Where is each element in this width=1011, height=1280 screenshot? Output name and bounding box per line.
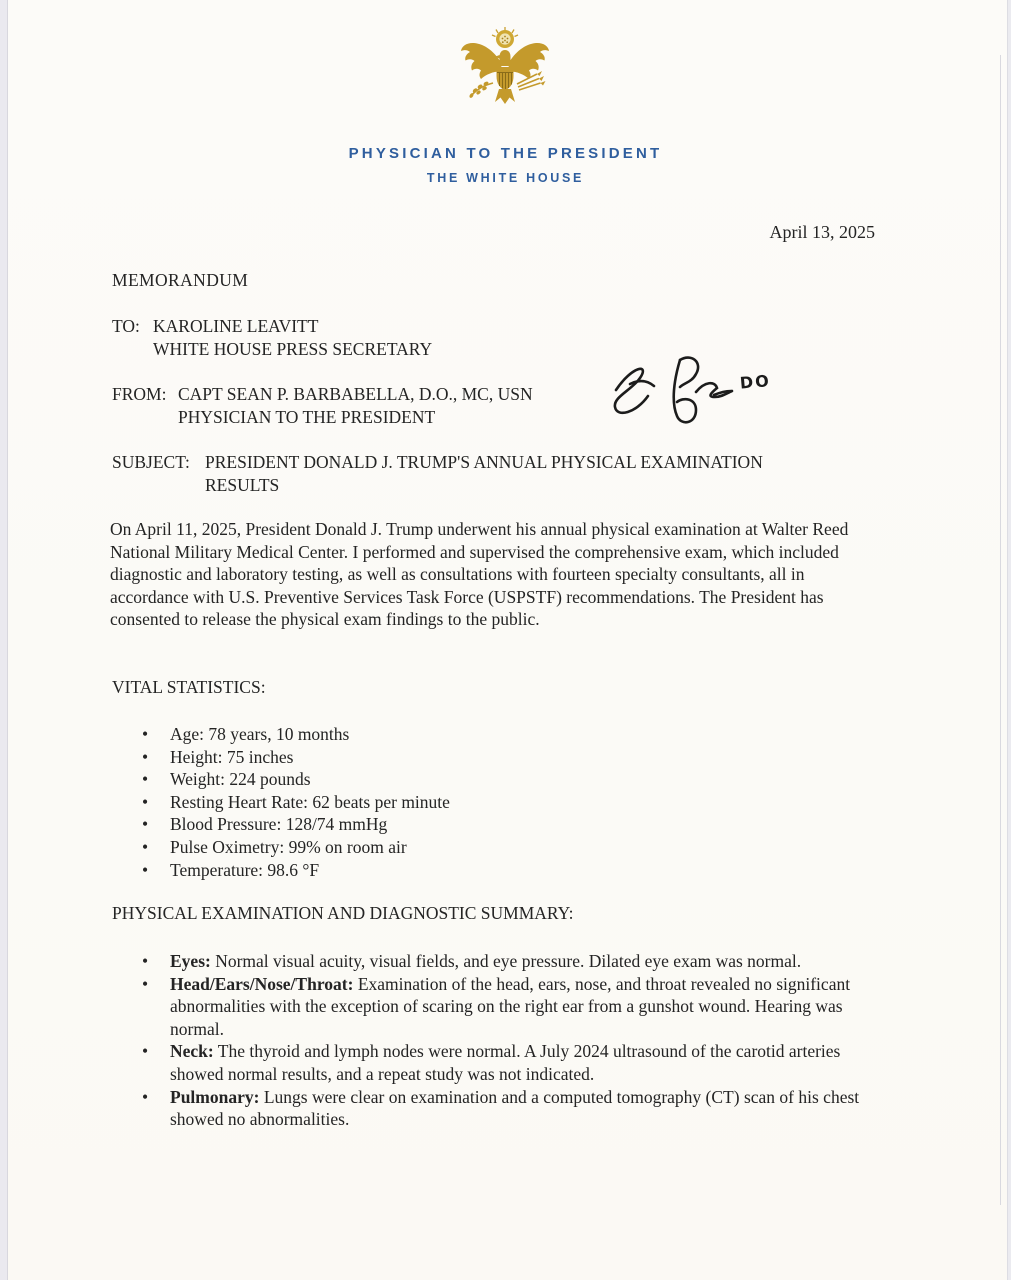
bullet-icon: • <box>142 769 149 790</box>
bullet-icon: • <box>142 859 149 880</box>
from-label: FROM: <box>112 384 167 404</box>
bullet-icon: • <box>142 836 149 857</box>
bullet-icon: • <box>142 746 149 767</box>
vital-item-blood-pressure: • Blood Pressure: 128/74 mmHg <box>142 814 388 835</box>
page-left-edge <box>0 0 8 1280</box>
page-right-edge <box>1007 0 1011 1280</box>
subject-line2: RESULTS <box>205 474 280 495</box>
signature <box>588 346 798 434</box>
exam-item-neck: • Neck: The thyroid and lymph nodes were normal. A July 2024 ultrasound of the carotid arteries showed normal results, and a repeat study was not indicated. <box>142 1041 841 1084</box>
to-block <box>112 315 432 360</box>
bullet-icon: • <box>142 814 149 835</box>
bullet-icon: • <box>142 973 149 994</box>
vital-statistics-heading: VITAL STATISTICS: <box>112 677 266 697</box>
letterhead-title: PHYSICIAN TO THE PRESIDENT <box>348 145 663 162</box>
letterhead-subtitle: THE WHITE HOUSE <box>426 171 585 185</box>
intro-paragraph: On April 11, 2025, President Donald J. Trump underwent his annual physical examination at Walter Reed National Military Medical Center. I performed and supervised the comprehensive exam, which included diagnostic and laboratory testing, as well as consultations with fourteen specialty consultants, all in accordance with U.S. Preventive Services Task Force (USPSTF) recommendations. The President has consented to release the physical exam findings to the public. <box>110 519 849 630</box>
vital-item-temperature: • Temperature: 98.6 °F <box>142 859 320 880</box>
physical-exam-heading: PHYSICAL EXAMINATION AND DIAGNOSTIC SUMMARY: <box>112 903 574 923</box>
exam-item-head-ears-nose-throat: • Head/Ears/Nose/Throat: Examination of the head, ears, nose, and throat revealed no significant abnormalities with the exception of scaring on the right ear from a gunshot wound. Hearing was normal. <box>142 973 851 1039</box>
memo-date: April 13, 2025 <box>769 222 875 242</box>
vital-item-pulse-oximetry: • Pulse Oximetry: 99% on room air <box>142 836 407 857</box>
bullet-icon: • <box>142 1041 149 1062</box>
exam-item-pulmonary: • Pulmonary: Lungs were clear on examination and a computed tomography (CT) scan of his chest showed no abnormalities. <box>142 1086 860 1130</box>
subject-line1: PRESIDENT DONALD J. TRUMP'S ANNUAL PHYSICAL EXAMINATION <box>205 452 763 472</box>
signature-suffix: DO <box>739 371 772 393</box>
subject-label: SUBJECT: <box>112 452 190 472</box>
memorandum-heading: MEMORANDUM <box>112 270 249 290</box>
bullet-icon: • <box>142 1086 149 1107</box>
bullet-icon: • <box>142 951 149 971</box>
presidential-seal-icon <box>455 26 555 128</box>
vital-item-height: • Height: 75 inches <box>142 746 294 767</box>
to-recipient-name: KAROLINE LEAVITT <box>153 316 319 336</box>
to-recipient-title: WHITE HOUSE PRESS SECRETARY <box>153 338 433 359</box>
from-block <box>112 383 533 428</box>
exam-item-eyes: • Eyes: Normal visual acuity, visual fields, and eye pressure. Dilated eye exam was normal. <box>142 951 802 971</box>
bullet-icon: • <box>142 724 149 744</box>
to-label: TO: <box>112 316 140 336</box>
vital-item-weight: • Weight: 224 pounds <box>142 769 311 790</box>
physical-exam-list <box>142 950 884 1131</box>
vital-item-heart-rate: • Resting Heart Rate: 62 beats per minute <box>142 791 450 812</box>
bullet-icon: • <box>142 791 149 812</box>
from-sender-title: PHYSICIAN TO THE PRESIDENT <box>178 406 436 427</box>
vital-statistics-list <box>142 723 450 881</box>
vital-item-age: • Age: 78 years, 10 months <box>142 724 350 744</box>
page-right-edge-line <box>1000 55 1001 1205</box>
from-sender-name: CAPT SEAN P. BARBABELLA, D.O., MC, USN <box>178 384 533 404</box>
subject-block <box>112 451 892 496</box>
